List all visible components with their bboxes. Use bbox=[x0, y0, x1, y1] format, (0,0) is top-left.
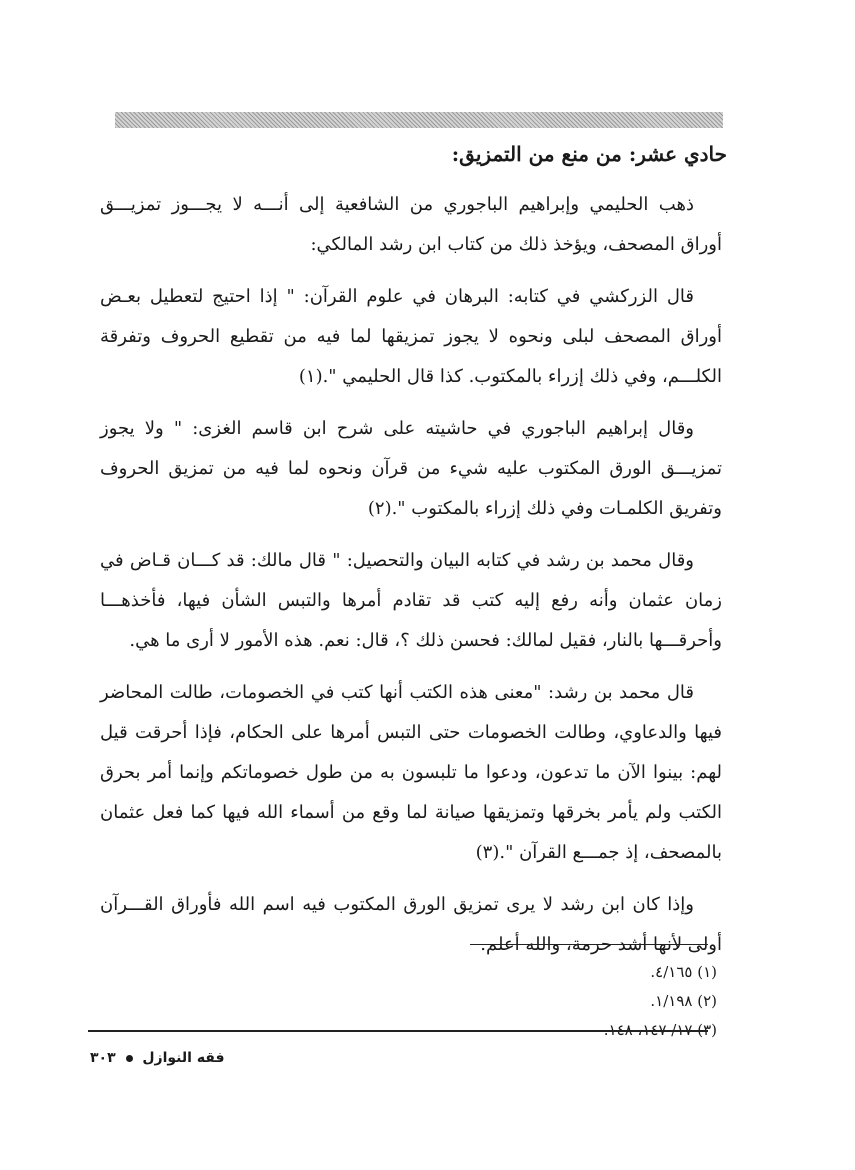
book-title: فقه النوازل bbox=[142, 1050, 225, 1066]
footnote-separator bbox=[470, 944, 708, 945]
body-text bbox=[100, 185, 722, 977]
footer-rule bbox=[88, 1030, 708, 1032]
footnote-2: (٢) ١/١٩٨. bbox=[650, 992, 717, 1010]
section-heading: حادي عشر: من منع من التمزيق: bbox=[451, 142, 727, 166]
paragraph-1: ذهب الحليمي وإبراهيم الباجوري من الشافعية إلى أنـــه لا يجـــوز تمزيـــق أوراق المصحف، ويؤخذ ذلك من كتاب ابن رشد المالكي: bbox=[100, 194, 722, 255]
paragraph-3: وقال إبراهيم الباجوري في حاشيته على شرح ابن قاسم الغزى: " ولا يجوز تمزيـــق الورق المكتوب عليه شيء من قرآن ونحوه لما فيه من تمزيق الحروف وتفريق الكلمـات وفي ذلك إزراء بالمكتوب ".(٢) bbox=[100, 418, 722, 519]
header-decorative-bar bbox=[115, 112, 723, 128]
page-number: ٣٠٣ bbox=[90, 1050, 116, 1066]
paragraph-4: وقال محمد بن رشد في كتابه البيان والتحصيل: " قال مالك: قد كـــان قـاض في زمان عثمان وأنه رفع إليه كتب قد تقادم أمرها والتبس الشأن فيها، فأخذهـــا وأحرقـــها بالنار، فقيل لمالك: فحسن ذلك ؟، قال: نعم. هذه الأمور لا أرى ما هي. bbox=[100, 550, 722, 651]
paragraph-5: قال محمد بن رشد: "معنى هذه الكتب أنها كتب في الخصومات، طالت المحاضر فيها والدعاوي، وطالت الخصومات حتى التبس أمرها على الحكام، فإذا أحرقت قيل لهم: بينوا الآن ما تدعون، ودعوا ما تلبسون به من طول خصوماتكم وإنما أمر بحرق الكتب ولم يأمر بخرقها وتمزيقها صيانة لما وقع من أسماء الله فيها كما فعل عثمان بالمصحف، إذ جمـــع القرآن ".(٣) bbox=[100, 682, 722, 863]
bullet-icon bbox=[126, 1055, 133, 1062]
paragraph-6: وإذا كان ابن رشد لا يرى تمزيق الورق المكتوب فيه اسم الله فأوراق القـــرآن أولى لأنها أشد حرمة، والله أعلم. bbox=[100, 894, 722, 955]
running-footer bbox=[90, 1050, 225, 1066]
paragraph-2: قال الزركشي في كتابه: البرهان في علوم القرآن: " إذا احتيج لتعطيل بعـض أوراق المصحف لبلى ونحوه لا يجوز تمزيقها لما فيه من تقطيع الحروف وتفرقة الكلـــم، وفي ذلك إزراء بالمكتوب. كذا قال الحليمي ".(١) bbox=[100, 286, 722, 387]
footnote-1: (١) ٤/١٦٥. bbox=[650, 963, 717, 981]
footnote-3: (٣) ١٧/ ١٤٧، ١٤٨. bbox=[603, 1021, 717, 1039]
